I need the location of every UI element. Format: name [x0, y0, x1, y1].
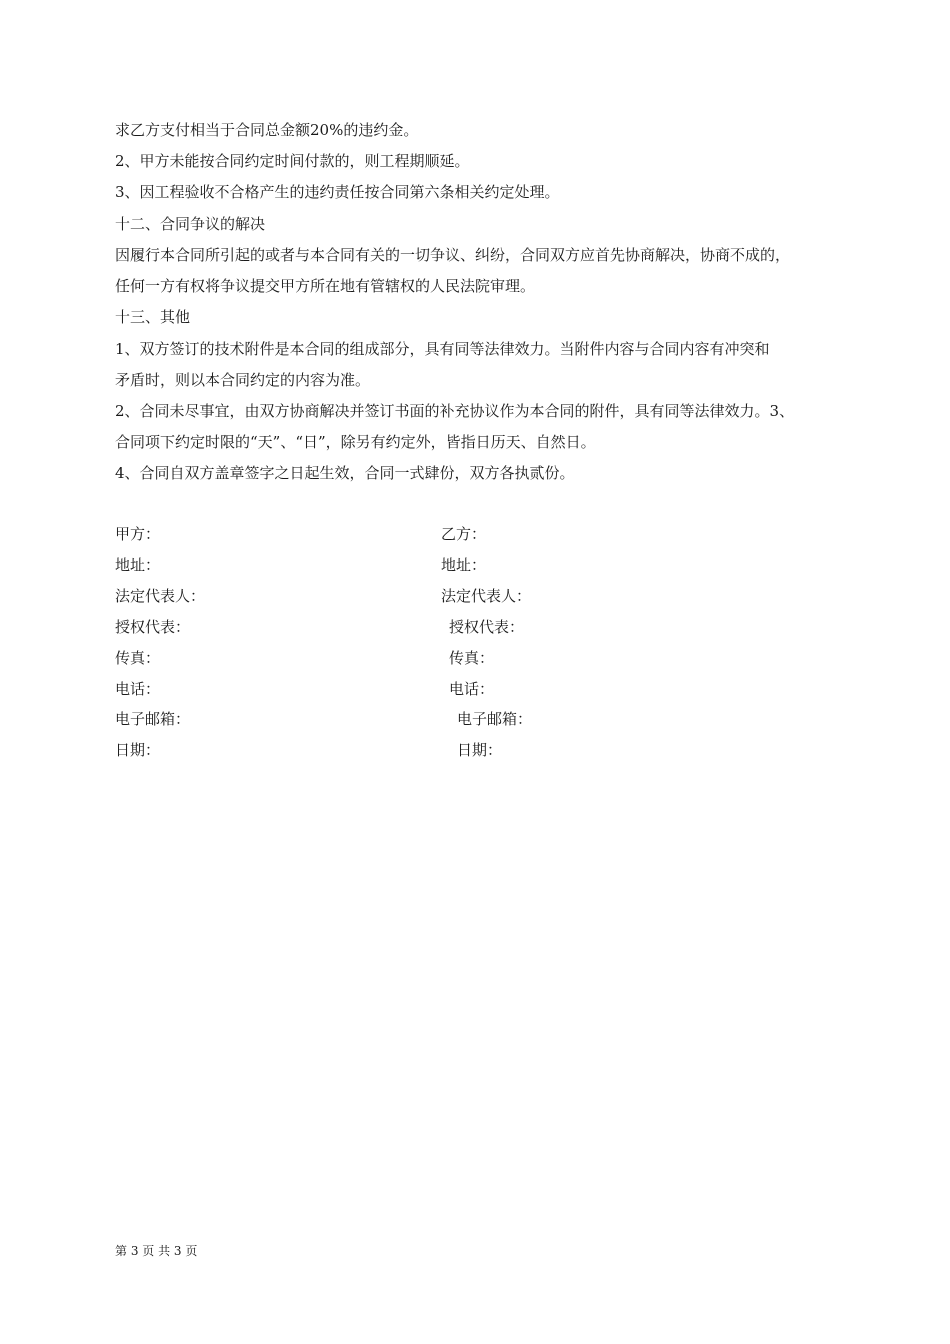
party-b-email: 电子邮箱： — [457, 710, 533, 728]
body-line-1: 求乙方支付相当于合同总金额20%的违约金。 — [115, 121, 419, 139]
party-a-legal-rep: 法定代表人： — [115, 587, 206, 605]
body-line-11: 合同项下约定时限的“天”、“日”，除另有约定外，皆指日历天、自然日。 — [115, 433, 596, 451]
party-b-legal-rep: 法定代表人： — [441, 587, 532, 605]
section-heading-12: 十二、合同争议的解决 — [115, 215, 266, 233]
party-a-authorized-rep: 授权代表： — [115, 618, 191, 636]
body-line-10: 2、合同未尽事宜，由双方协商解决并签订书面的补充协议作为本合同的附件，具有同等法律效力。3、 — [115, 402, 795, 420]
party-a-email: 电子邮箱： — [115, 710, 191, 728]
party-b-authorized-rep: 授权代表： — [449, 618, 525, 636]
body-line-3: 3、因工程验收不合格产生的违约责任按合同第六条相关约定处理。 — [115, 183, 560, 201]
party-a-fax: 传真： — [115, 649, 161, 667]
party-b-address: 地址： — [441, 556, 487, 574]
body-line-12: 4、合同自双方盖章签字之日起生效，合同一式肆份，双方各执贰份。 — [115, 464, 575, 482]
body-line-5: 因履行本合同所引起的或者与本合同有关的一切争议、纠纷，合同双方应首先协商解决，协商不成的， — [115, 246, 791, 264]
body-line-6: 任何一方有权将争议提交甲方所在地有管辖权的人民法院审理。 — [115, 277, 536, 295]
party-b-phone: 电话： — [449, 680, 495, 698]
section-heading-13: 十三、其他 — [115, 308, 191, 326]
party-a-address: 地址： — [115, 556, 161, 574]
party-b-fax: 传真： — [449, 649, 495, 667]
body-line-9: 矛盾时，则以本合同约定的内容为准。 — [115, 371, 371, 389]
party-a-label: 甲方： — [115, 525, 161, 543]
party-b-label: 乙方： — [441, 525, 487, 543]
page-footer: 第 3 页 共 3 页 — [115, 1244, 198, 1258]
party-a-date: 日期： — [115, 741, 161, 759]
party-b-date: 日期： — [457, 741, 503, 759]
party-a-phone: 电话： — [115, 680, 161, 698]
body-line-8: 1、双方签订的技术附件是本合同的组成部分，具有同等法律效力。当附件内容与合同内容有冲突和 — [115, 340, 770, 358]
body-line-2: 2、甲方未能按合同约定时间付款的，则工程期顺延。 — [115, 152, 470, 170]
